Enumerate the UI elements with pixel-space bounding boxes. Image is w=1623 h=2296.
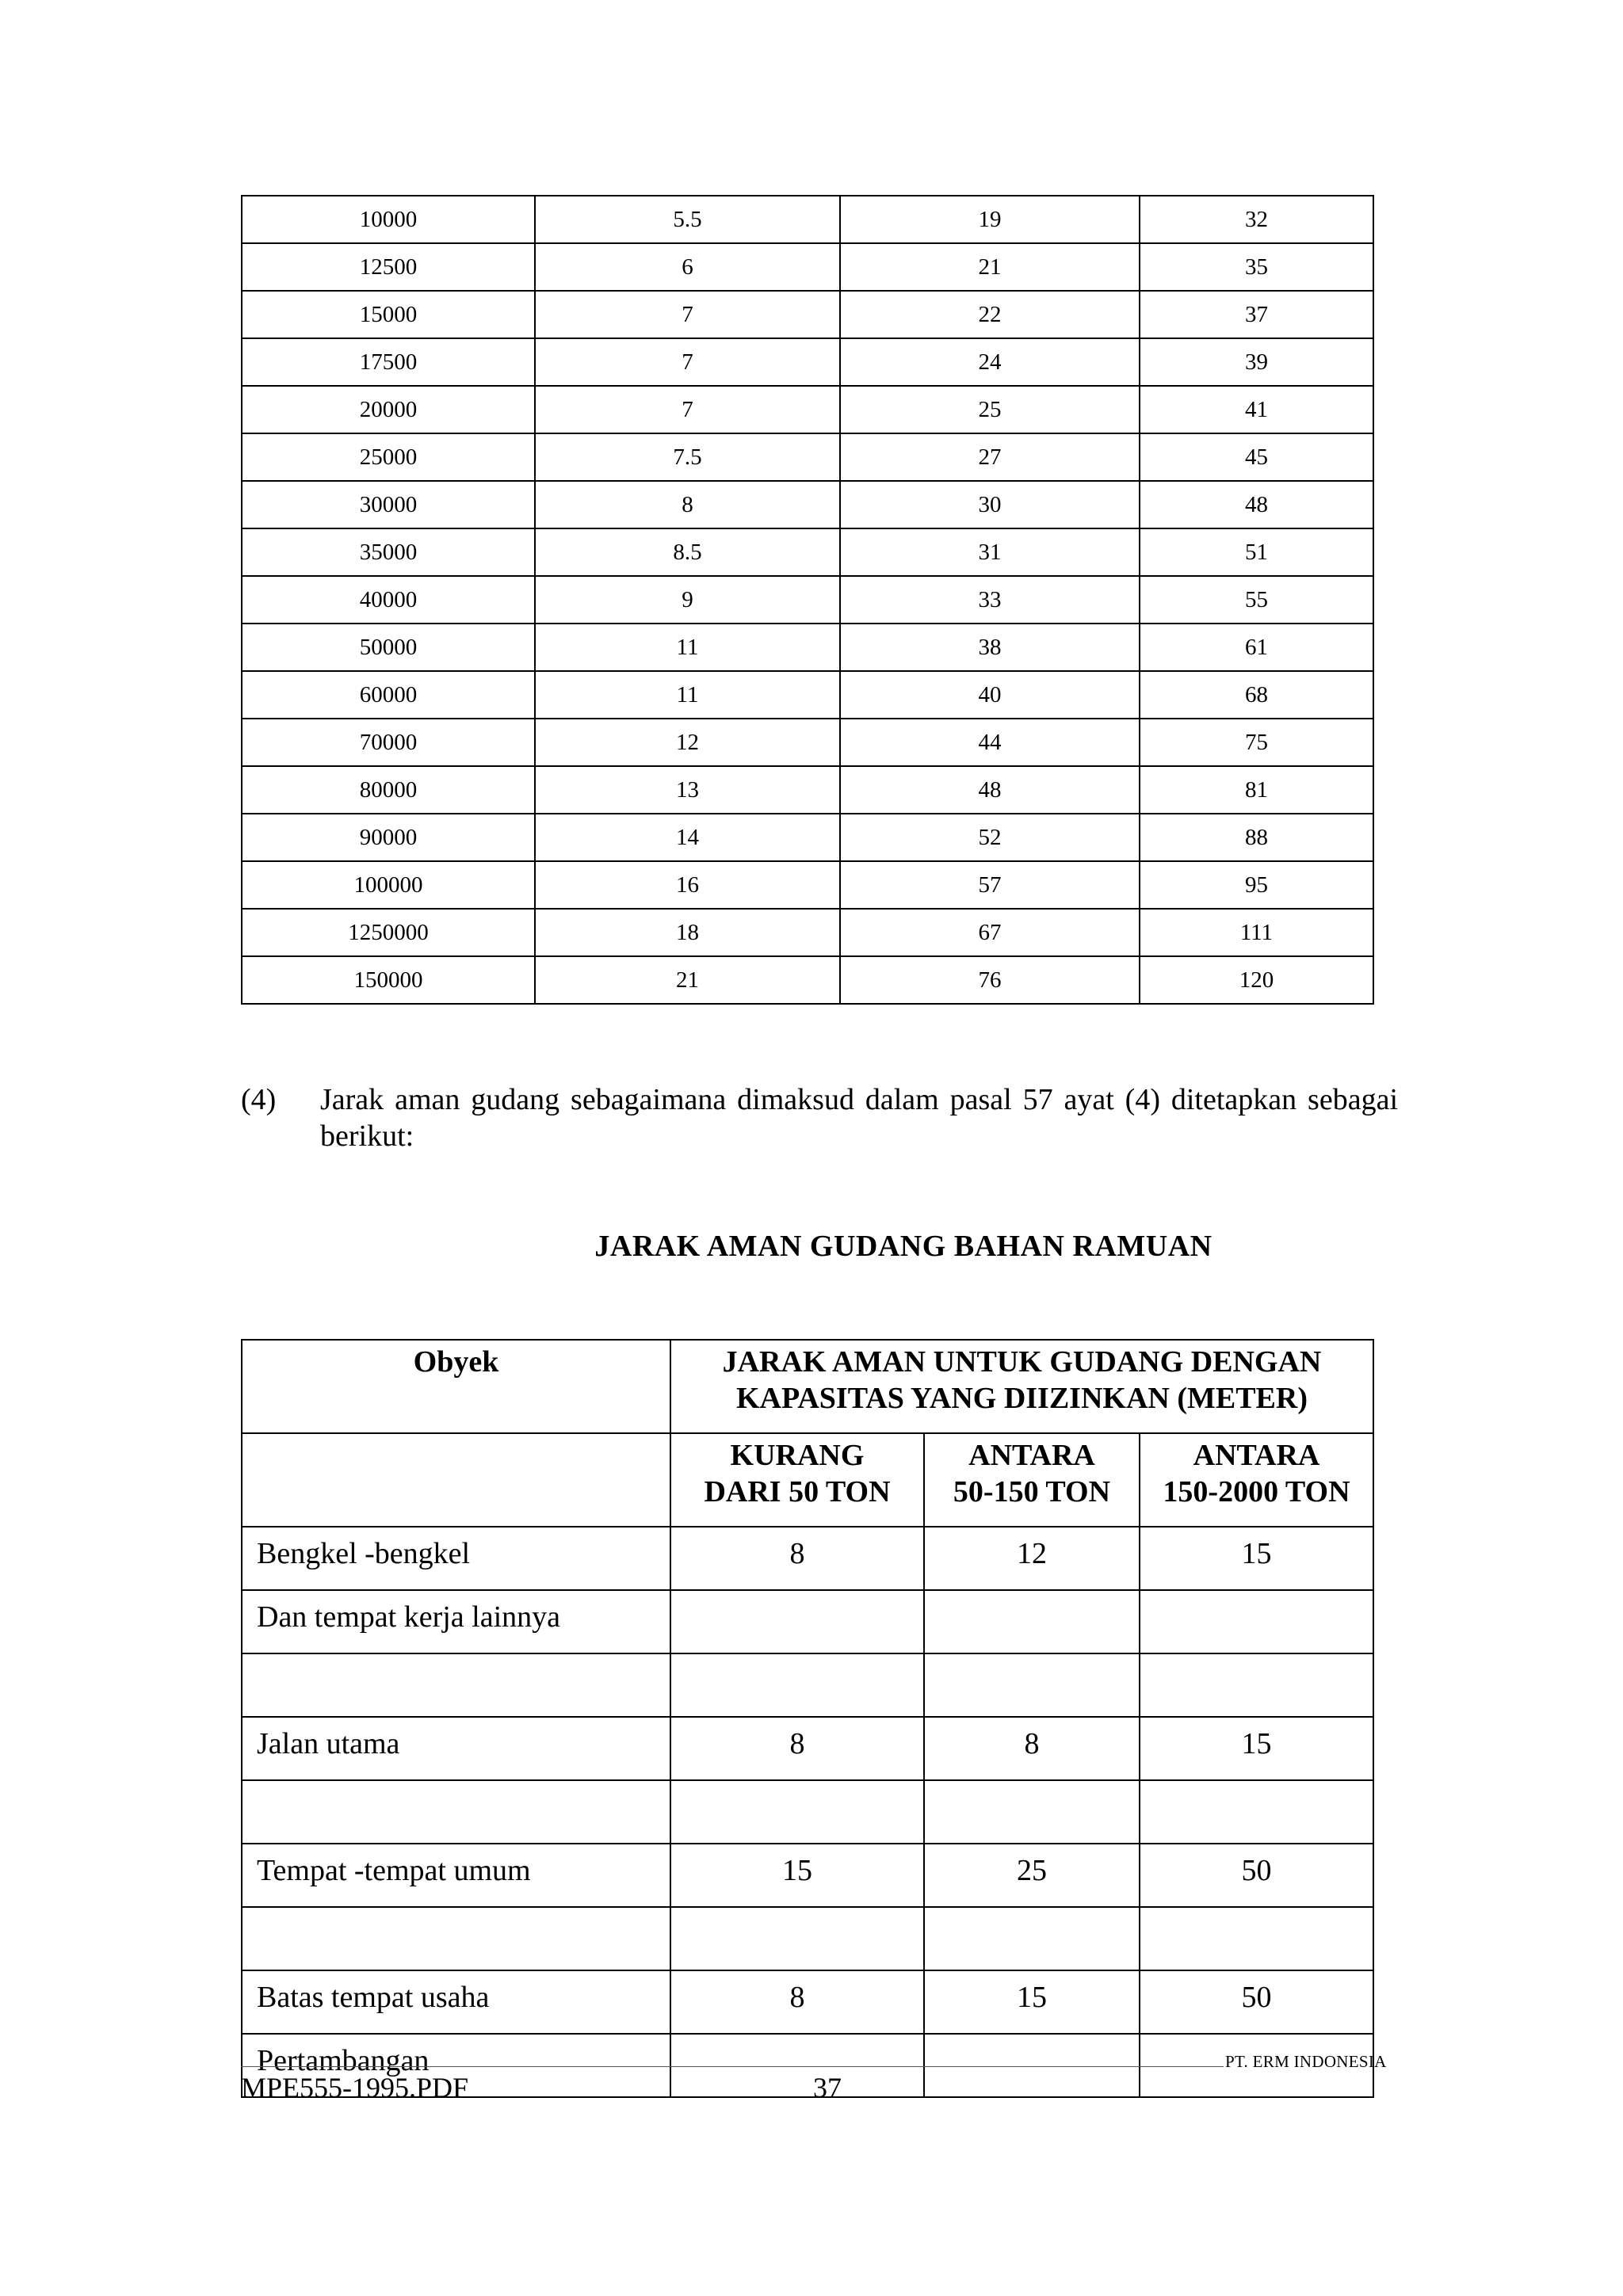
header-safe-distance-line2: KAPASITAS YANG DIIZINKAN (METER) [735, 1382, 1308, 1415]
table-row [242, 909, 1373, 956]
value-cell: 50 [1140, 1844, 1373, 1907]
table-cell: 10000 [242, 196, 535, 243]
value-cell: 15 [924, 1970, 1140, 2034]
table-cell: 44 [840, 719, 1140, 766]
table-cell: 61 [1140, 624, 1373, 671]
table-row [242, 671, 1373, 719]
table-cell: 41 [1140, 386, 1373, 433]
table-cell: 95 [1140, 861, 1373, 909]
table-cell: 22 [840, 291, 1140, 338]
table-cell: 7.5 [535, 433, 840, 481]
table-row [242, 766, 1373, 814]
table-cell: 24 [840, 338, 1140, 386]
table-cell: 31 [840, 528, 1140, 576]
table-cell: 150000 [242, 956, 535, 1004]
header-50-150 [924, 1433, 1140, 1527]
value-cell [670, 1907, 924, 1970]
table-subheader-row [242, 1433, 1373, 1527]
paragraph-number: (4) [241, 1083, 277, 1116]
value-cell [1140, 1907, 1373, 1970]
table-cell: 81 [1140, 766, 1373, 814]
table-header-row [242, 1340, 1373, 1433]
table-cell: 50000 [242, 624, 535, 671]
table-row [242, 956, 1373, 1004]
table-row [242, 481, 1373, 528]
table-cell: 38 [840, 624, 1140, 671]
value-cell [670, 1590, 924, 1653]
table-cell: 55 [1140, 576, 1373, 624]
table-row [242, 338, 1373, 386]
footer-page-number: 37 [813, 2072, 842, 2103]
table-cell: 40 [840, 671, 1140, 719]
value-cell: 15 [1140, 1717, 1373, 1780]
table-cell: 30000 [242, 481, 535, 528]
value-cell [924, 1590, 1140, 1653]
object-cell: Dan tempat kerja lainnya [242, 1590, 670, 1653]
value-cell [924, 1653, 1140, 1717]
footer-company: PT. ERM INDONESIA [1225, 2052, 1387, 2071]
table-cell: 57 [840, 861, 1140, 909]
table-cell: 120 [1140, 956, 1373, 1004]
table-row [242, 1527, 1373, 1590]
table-cell: 21 [840, 243, 1140, 291]
table-cell: 37 [1140, 291, 1373, 338]
table-cell: 40000 [242, 576, 535, 624]
table-row [242, 719, 1373, 766]
object-cell: Bengkel -bengkel [242, 1527, 670, 1590]
header-50-150-line1: ANTARA [968, 1439, 1095, 1472]
table-cell: 7 [535, 291, 840, 338]
header-empty-cell [242, 1433, 670, 1527]
table-row [242, 1970, 1373, 2034]
table-row [242, 814, 1373, 861]
value-cell: 8 [670, 1527, 924, 1590]
table-cell: 100000 [242, 861, 535, 909]
table-cell: 13 [535, 766, 840, 814]
table-cell: 6 [535, 243, 840, 291]
value-cell [1140, 1590, 1373, 1653]
value-cell: 8 [670, 1970, 924, 2034]
value-cell: 8 [670, 1717, 924, 1780]
table-cell: 17500 [242, 338, 535, 386]
table-cell: 25 [840, 386, 1140, 433]
table-row [242, 1844, 1373, 1907]
table-cell: 67 [840, 909, 1140, 956]
header-50-150-line2: 50-150 TON [953, 1475, 1111, 1508]
table-cell: 76 [840, 956, 1140, 1004]
table-cell: 27 [840, 433, 1140, 481]
capacity-distance-table-body [242, 196, 1373, 1004]
table-row [242, 196, 1373, 243]
table-row [242, 1907, 1373, 1970]
safe-distance-table [241, 1339, 1374, 2098]
table-cell: 80000 [242, 766, 535, 814]
value-cell [670, 1653, 924, 1717]
value-cell [670, 1780, 924, 1844]
table-cell: 7 [535, 386, 840, 433]
value-cell: 15 [670, 1844, 924, 1907]
object-cell: Batas tempat usaha [242, 1970, 670, 2034]
table-row [242, 1653, 1373, 1717]
value-cell [670, 2034, 924, 2097]
header-obyek: Obyek [242, 1340, 670, 1433]
table-cell: 14 [535, 814, 840, 861]
value-cell [1140, 1653, 1373, 1717]
object-cell [242, 1907, 670, 1970]
header-less-than-50 [670, 1433, 924, 1527]
table-cell: 19 [840, 196, 1140, 243]
header-150-2000-line2: 150-2000 TON [1163, 1475, 1350, 1508]
table-row [242, 624, 1373, 671]
table-cell: 32 [1140, 196, 1373, 243]
object-cell: Pertambangan [242, 2034, 670, 2097]
table-cell: 8 [535, 481, 840, 528]
object-cell [242, 1653, 670, 1717]
table-cell: 11 [535, 671, 840, 719]
table-cell: 45 [1140, 433, 1373, 481]
table-cell: 70000 [242, 719, 535, 766]
table-cell: 35 [1140, 243, 1373, 291]
value-cell: 12 [924, 1527, 1140, 1590]
table-cell: 21 [535, 956, 840, 1004]
table-row [242, 576, 1373, 624]
value-cell: 25 [924, 1844, 1140, 1907]
table-row [242, 386, 1373, 433]
header-less-than-50-line1: KURANG [730, 1439, 865, 1472]
table-cell: 33 [840, 576, 1140, 624]
value-cell: 8 [924, 1717, 1140, 1780]
value-cell [924, 2034, 1140, 2097]
table-row [242, 1780, 1373, 1844]
paragraph-text: Jarak aman gudang sebagaimana dimaksud dalam pasal 57 ayat (4) ditetapkan sebagai berikut: [320, 1083, 1398, 1153]
table-row [242, 1590, 1373, 1653]
table-cell: 60000 [242, 671, 535, 719]
table-row [242, 243, 1373, 291]
table-cell: 11 [535, 624, 840, 671]
table-cell: 16 [535, 861, 840, 909]
object-cell: Jalan utama [242, 1717, 670, 1780]
table-row [242, 528, 1373, 576]
table-cell: 8.5 [535, 528, 840, 576]
footer-divider [241, 2066, 1224, 2067]
table-cell: 39 [1140, 338, 1373, 386]
header-safe-distance [670, 1340, 1373, 1433]
footer-filename: MPE555-1995.PDF [241, 2072, 469, 2103]
table-cell: 68 [1140, 671, 1373, 719]
table-cell: 30 [840, 481, 1140, 528]
table-cell: 15000 [242, 291, 535, 338]
table-cell: 111 [1140, 909, 1373, 956]
header-150-2000 [1140, 1433, 1373, 1527]
header-less-than-50-line2: DARI 50 TON [704, 1475, 891, 1508]
section-heading: JARAK AMAN GUDANG BAHAN RAMUAN [594, 1230, 1212, 1263]
value-cell [1140, 1780, 1373, 1844]
table-cell: 18 [535, 909, 840, 956]
capacity-distance-table [241, 195, 1374, 1005]
header-safe-distance-line1: JARAK AMAN UNTUK GUDANG DENGAN [722, 1345, 1322, 1379]
table-cell: 88 [1140, 814, 1373, 861]
value-cell [924, 1780, 1140, 1844]
header-150-2000-line1: ANTARA [1193, 1439, 1320, 1472]
table-cell: 12500 [242, 243, 535, 291]
table-cell: 75 [1140, 719, 1373, 766]
table-row [242, 291, 1373, 338]
object-cell: Tempat -tempat umum [242, 1844, 670, 1907]
table-cell: 90000 [242, 814, 535, 861]
table-row [242, 1717, 1373, 1780]
value-cell: 50 [1140, 1970, 1373, 2034]
table-cell: 48 [840, 766, 1140, 814]
table-cell: 20000 [242, 386, 535, 433]
table-cell: 1250000 [242, 909, 535, 956]
table-cell: 9 [535, 576, 840, 624]
value-cell [924, 1907, 1140, 1970]
table-cell: 35000 [242, 528, 535, 576]
table-cell: 12 [535, 719, 840, 766]
table-row [242, 861, 1373, 909]
object-cell [242, 1780, 670, 1844]
table-cell: 52 [840, 814, 1140, 861]
table-cell: 5.5 [535, 196, 840, 243]
value-cell: 15 [1140, 1527, 1373, 1590]
table-cell: 25000 [242, 433, 535, 481]
table-cell: 7 [535, 338, 840, 386]
table-cell: 48 [1140, 481, 1373, 528]
table-row [242, 433, 1373, 481]
table-cell: 51 [1140, 528, 1373, 576]
